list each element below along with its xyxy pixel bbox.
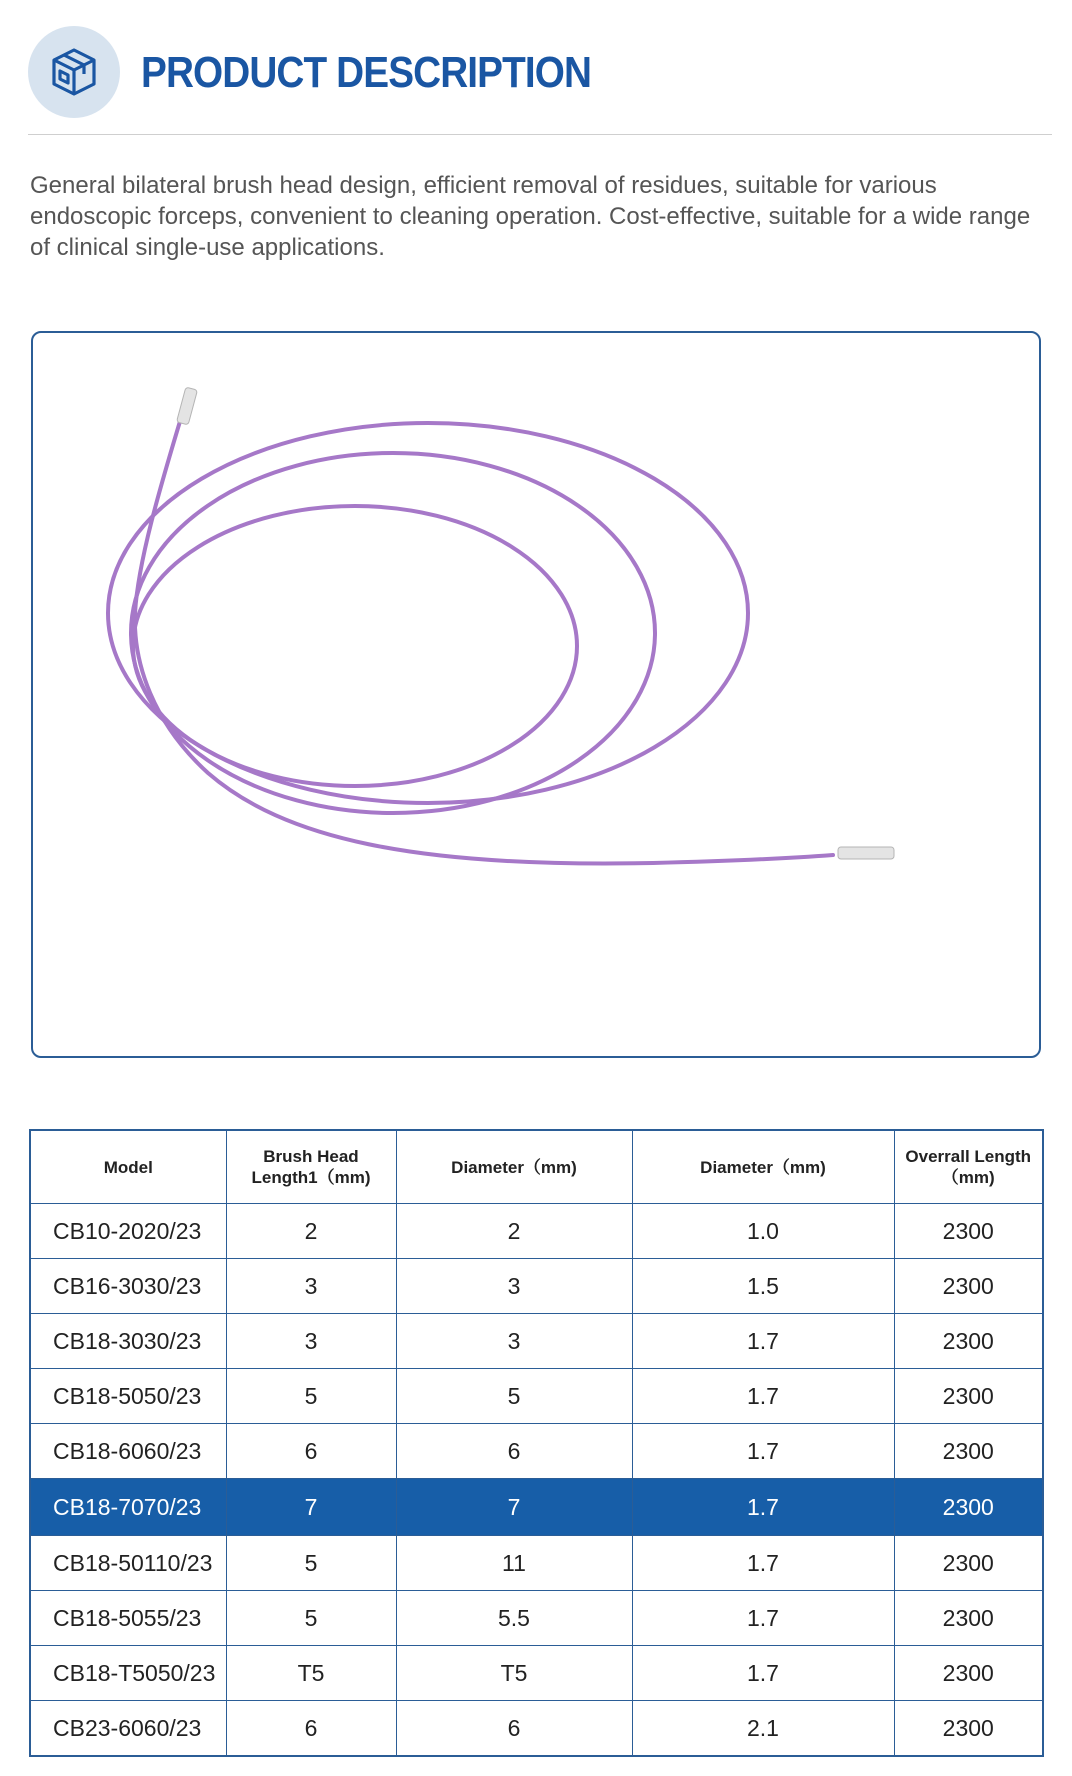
cell-overall-length: 2300 — [894, 1369, 1043, 1424]
cell-diameter: 11 — [396, 1536, 632, 1591]
col-header-model: Model — [30, 1130, 226, 1204]
cell-diameter-2: 1.7 — [632, 1314, 894, 1369]
table-row — [30, 1369, 1043, 1424]
cell-model: CB18-50110/23 — [30, 1536, 226, 1591]
cell-model: CB23-6060/23 — [30, 1701, 226, 1757]
table-row — [30, 1701, 1043, 1757]
spec-table — [29, 1129, 1044, 1757]
cell-overall-length: 2300 — [894, 1424, 1043, 1479]
cell-diameter-2: 1.7 — [632, 1536, 894, 1591]
cell-diameter: 5 — [396, 1369, 632, 1424]
product-description: General bilateral brush head design, efficient removal of residues, suitable for various endoscopic forceps, convenient to cleaning operation. Cost-effective, suitable for a wide range of clinical single-use applications. — [30, 172, 1031, 261]
cell-brush-head-length: 5 — [226, 1536, 396, 1591]
cell-overall-length: 2300 — [894, 1479, 1043, 1536]
table-row-highlighted — [30, 1479, 1043, 1536]
cell-diameter-2: 1.7 — [632, 1424, 894, 1479]
cell-model: CB10-2020/23 — [30, 1204, 226, 1259]
cell-overall-length: 2300 — [894, 1259, 1043, 1314]
cell-overall-length: 2300 — [894, 1591, 1043, 1646]
cell-overall-length: 2300 — [894, 1646, 1043, 1701]
wire-coil-inner — [133, 506, 577, 786]
cell-brush-head-length: 3 — [226, 1259, 396, 1314]
cell-model: CB18-7070/23 — [30, 1479, 226, 1536]
page-title: PRODUCT DESCRIPTION — [141, 48, 592, 97]
cell-diameter: 3 — [396, 1314, 632, 1369]
section-header — [28, 26, 1052, 122]
cell-diameter: T5 — [396, 1646, 632, 1701]
cell-brush-head-length: 6 — [226, 1424, 396, 1479]
col-header-brush-head-length: Brush Head Length1（mm) — [226, 1130, 396, 1204]
cell-brush-head-length: 5 — [226, 1369, 396, 1424]
cell-model: CB18-6060/23 — [30, 1424, 226, 1479]
cell-diameter: 2 — [396, 1204, 632, 1259]
cell-diameter-2: 1.0 — [632, 1204, 894, 1259]
cell-overall-length: 2300 — [894, 1701, 1043, 1757]
cell-brush-head-length: 2 — [226, 1204, 396, 1259]
table-row — [30, 1314, 1043, 1369]
product-image-frame — [31, 331, 1041, 1058]
cell-brush-head-length: 3 — [226, 1314, 396, 1369]
table-header-row — [30, 1130, 1043, 1204]
col-header-diameter-2: Diameter（mm) — [632, 1130, 894, 1204]
table-row — [30, 1259, 1043, 1314]
cell-diameter-2: 1.7 — [632, 1646, 894, 1701]
cell-diameter: 6 — [396, 1424, 632, 1479]
brush-head-left-icon — [177, 387, 198, 425]
cell-overall-length: 2300 — [894, 1536, 1043, 1591]
cell-model: CB16-3030/23 — [30, 1259, 226, 1314]
cell-brush-head-length: 7 — [226, 1479, 396, 1536]
cell-brush-head-length: 6 — [226, 1701, 396, 1757]
cell-diameter: 5.5 — [396, 1591, 632, 1646]
table-row — [30, 1591, 1043, 1646]
cell-diameter-2: 2.1 — [632, 1701, 894, 1757]
cell-model: CB18-5055/23 — [30, 1591, 226, 1646]
cell-brush-head-length: 5 — [226, 1591, 396, 1646]
cell-diameter-2: 1.5 — [632, 1259, 894, 1314]
cell-diameter: 7 — [396, 1479, 632, 1536]
cell-diameter: 6 — [396, 1701, 632, 1757]
cell-brush-head-length: T5 — [226, 1646, 396, 1701]
box-3d-icon — [28, 26, 120, 118]
brush-head-right-icon — [838, 847, 894, 859]
cell-diameter-2: 1.7 — [632, 1591, 894, 1646]
table-row — [30, 1424, 1043, 1479]
cell-overall-length: 2300 — [894, 1314, 1043, 1369]
table-row — [30, 1204, 1043, 1259]
cell-diameter-2: 1.7 — [632, 1369, 894, 1424]
cell-diameter: 3 — [396, 1259, 632, 1314]
cell-diameter-2: 1.7 — [632, 1479, 894, 1536]
cell-model: CB18-5050/23 — [30, 1369, 226, 1424]
col-header-overall-length: Overrall Length （mm) — [894, 1130, 1043, 1204]
cell-overall-length: 2300 — [894, 1204, 1043, 1259]
cell-model: CB18-3030/23 — [30, 1314, 226, 1369]
header-divider — [28, 134, 1052, 135]
table-row — [30, 1646, 1043, 1701]
cell-model: CB18-T5050/23 — [30, 1646, 226, 1701]
table-row — [30, 1536, 1043, 1591]
col-header-diameter: Diameter（mm) — [396, 1130, 632, 1204]
product-image — [33, 333, 1039, 1056]
